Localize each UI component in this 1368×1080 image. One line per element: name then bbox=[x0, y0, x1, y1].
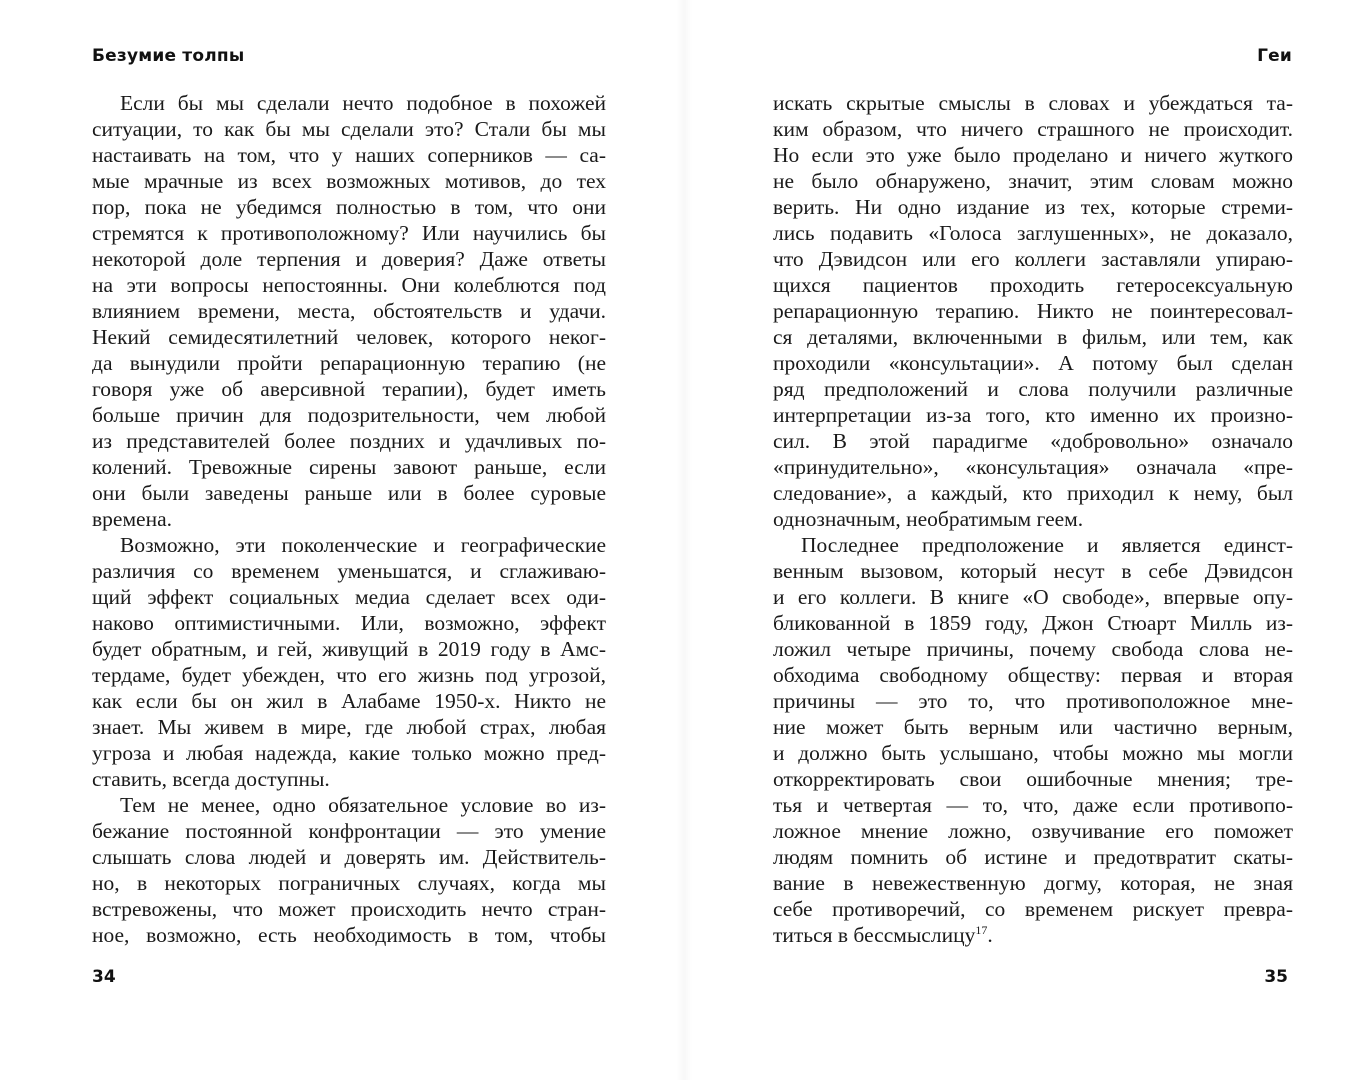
text-line: встревожены, что может происходить нечто стран- bbox=[92, 897, 606, 921]
text-line: вание в невежественную догму, которая, не зная bbox=[773, 871, 1293, 895]
text-line: и его коллеги. В книге «О свободе», впервые опу- bbox=[773, 585, 1293, 609]
text-line: бликованной в 1859 году, Джон Стюарт Милль из- bbox=[773, 611, 1293, 635]
text-line: однозначным, необратимым геем. bbox=[773, 507, 1084, 531]
text-line-content: титься в бессмыслицу bbox=[773, 923, 976, 947]
text-line: себе противоречий, со временем рискует превра- bbox=[773, 897, 1293, 921]
left-page-text bbox=[92, 90, 606, 948]
text-line: щихся пациентов проходить гетеросексуальную bbox=[773, 273, 1293, 297]
text-line: ложил четыре причины, почему свобода слова не- bbox=[773, 637, 1293, 661]
text-line: мые мрачные из всех возможных мотивов, до тех bbox=[92, 169, 606, 193]
text-line: колений. Тревожные сирены завоют раньше, если bbox=[92, 455, 606, 479]
text-line: людям помнить об истине и предотвратит скаты- bbox=[773, 845, 1293, 869]
text-line: и должно быть услышано, чтобы можно мы могли bbox=[773, 741, 1293, 765]
text-line: причины — это то, что противоположное мне- bbox=[773, 689, 1293, 713]
page-number-left: 34 bbox=[92, 967, 116, 987]
text-line: но, в некоторых пограничных случаях, когда мы bbox=[92, 871, 606, 895]
text-line: некоторой доле терпения и доверия? Даже ответы bbox=[92, 247, 606, 271]
text-line: ситуации, то как бы мы сделали это? Стали бы мы bbox=[92, 117, 606, 141]
text-line: пор, пока не убедимся полностью в том, что они bbox=[92, 195, 606, 219]
text-line: говоря уже об аверсивной терапии), будет иметь bbox=[92, 377, 606, 401]
text-line: как если бы он жил в Алабаме 1950-х. Никто не bbox=[92, 689, 606, 713]
text-line: больше причин для подозрительности, чем любой bbox=[92, 403, 606, 427]
text-line: «принудительно», «консультация» означала «пре- bbox=[773, 455, 1293, 479]
text-line: следование», а каждый, кто приходил к нему, был bbox=[773, 481, 1293, 505]
text-line: Но если это уже было проделано и ничего жуткого bbox=[773, 143, 1293, 167]
text-line: что Дэвидсон или его коллеги заставляли упираю- bbox=[773, 247, 1293, 271]
text-line: ное, возможно, есть необходимость в том, чтобы bbox=[92, 923, 606, 947]
text-line: венным вызовом, который несут в себе Дэвидсон bbox=[773, 559, 1293, 583]
running-head-right: Геи bbox=[1257, 46, 1292, 66]
right-page-text bbox=[773, 90, 1293, 948]
text-line: Тем не менее, одно обязательное условие во из- bbox=[120, 793, 606, 817]
text-line: сил. В этой парадигме «добровольно» означало bbox=[773, 429, 1293, 453]
text-line: интерпретации из-за того, кто именно их произно- bbox=[773, 403, 1293, 427]
text-line: искать скрытые смыслы в словах и убеждаться та- bbox=[773, 91, 1293, 115]
footnote-reference[interactable]: 17 bbox=[975, 922, 988, 937]
text-line: наково оптимистичными. Или, возможно, эффект bbox=[92, 611, 606, 635]
text-line: угроза и любая надежда, какие только можно пред- bbox=[92, 741, 606, 765]
text-line bbox=[773, 922, 1293, 948]
text-line: верить. Ни одно издание из тех, которые стреми- bbox=[773, 195, 1293, 219]
text-line: ким образом, что ничего страшного не происходит. bbox=[773, 117, 1293, 141]
text-line: тердаме, будет убежден, что его жизнь под угрозой, bbox=[92, 663, 606, 687]
text-line: репарационную терапию. Никто не поинтересовал- bbox=[773, 299, 1293, 323]
text-line: ряд предположений и слова получили различные bbox=[773, 377, 1293, 401]
text-line-punctuation: . bbox=[987, 923, 993, 947]
text-line: обходима свободному обществу: первая и вторая bbox=[773, 663, 1293, 687]
right-page bbox=[684, 0, 1368, 1080]
text-line: настаивать на том, что у наших соперников — са- bbox=[92, 143, 606, 167]
text-line: тья и четвертая — то, что, даже если противопо- bbox=[773, 793, 1293, 817]
text-line: ся деталями, включенными в фильм, или тем, как bbox=[773, 325, 1293, 349]
text-line: щий эффект социальных медиа сделает всех оди- bbox=[92, 585, 606, 609]
text-line: Возможно, эти поколенческие и географические bbox=[120, 533, 606, 557]
text-line: не было обнаружено, значит, этим словам можно bbox=[773, 169, 1293, 193]
text-line: различия со временем уменьшатся, и сглаживаю- bbox=[92, 559, 606, 583]
text-line: времена. bbox=[92, 507, 173, 531]
text-line: из представителей более поздних и удачливых по- bbox=[92, 429, 606, 453]
text-line: на эти вопросы непостоянны. Они колеблются под bbox=[92, 273, 606, 297]
text-line: откорректировать свои ошибочные мнения; тре- bbox=[773, 767, 1293, 791]
page-number-right: 35 bbox=[1264, 967, 1288, 987]
text-line: проходили «консультации». А потому был сделан bbox=[773, 351, 1293, 375]
text-line: Последнее предположение и является единст- bbox=[801, 533, 1293, 557]
text-line: слышать слова людей и доверять им. Действитель- bbox=[92, 845, 606, 869]
text-line: ставить, всегда доступны. bbox=[92, 767, 330, 791]
text-line: они были заведены раньше или в более суровые bbox=[92, 481, 606, 505]
text-line: знает. Мы живем в мире, где любой страх, любая bbox=[92, 715, 606, 739]
text-line: влиянием времени, места, обстоятельств и удачи. bbox=[92, 299, 606, 323]
text-line: бежание постоянной конфронтации — это умение bbox=[92, 819, 606, 843]
text-line: лись подавить «Голоса заглушенных», не доказало, bbox=[773, 221, 1293, 245]
text-line: ложное мнение ложно, озвучивание его поможет bbox=[773, 819, 1293, 843]
text-line: будет обратным, и гей, живущий в 2019 году в Амс- bbox=[92, 637, 606, 661]
running-head-left: Безумие толпы bbox=[92, 46, 245, 66]
text-line: Если бы мы сделали нечто подобное в похожей bbox=[120, 91, 606, 115]
text-line: ние может быть верным или частично верным, bbox=[773, 715, 1293, 739]
text-line: стремятся к противоположному? Или научились бы bbox=[92, 221, 606, 245]
text-line: да вынудили пройти репарационную терапию (не bbox=[92, 351, 606, 375]
text-line: Некий семидесятилетний человек, которого неког- bbox=[92, 325, 606, 349]
